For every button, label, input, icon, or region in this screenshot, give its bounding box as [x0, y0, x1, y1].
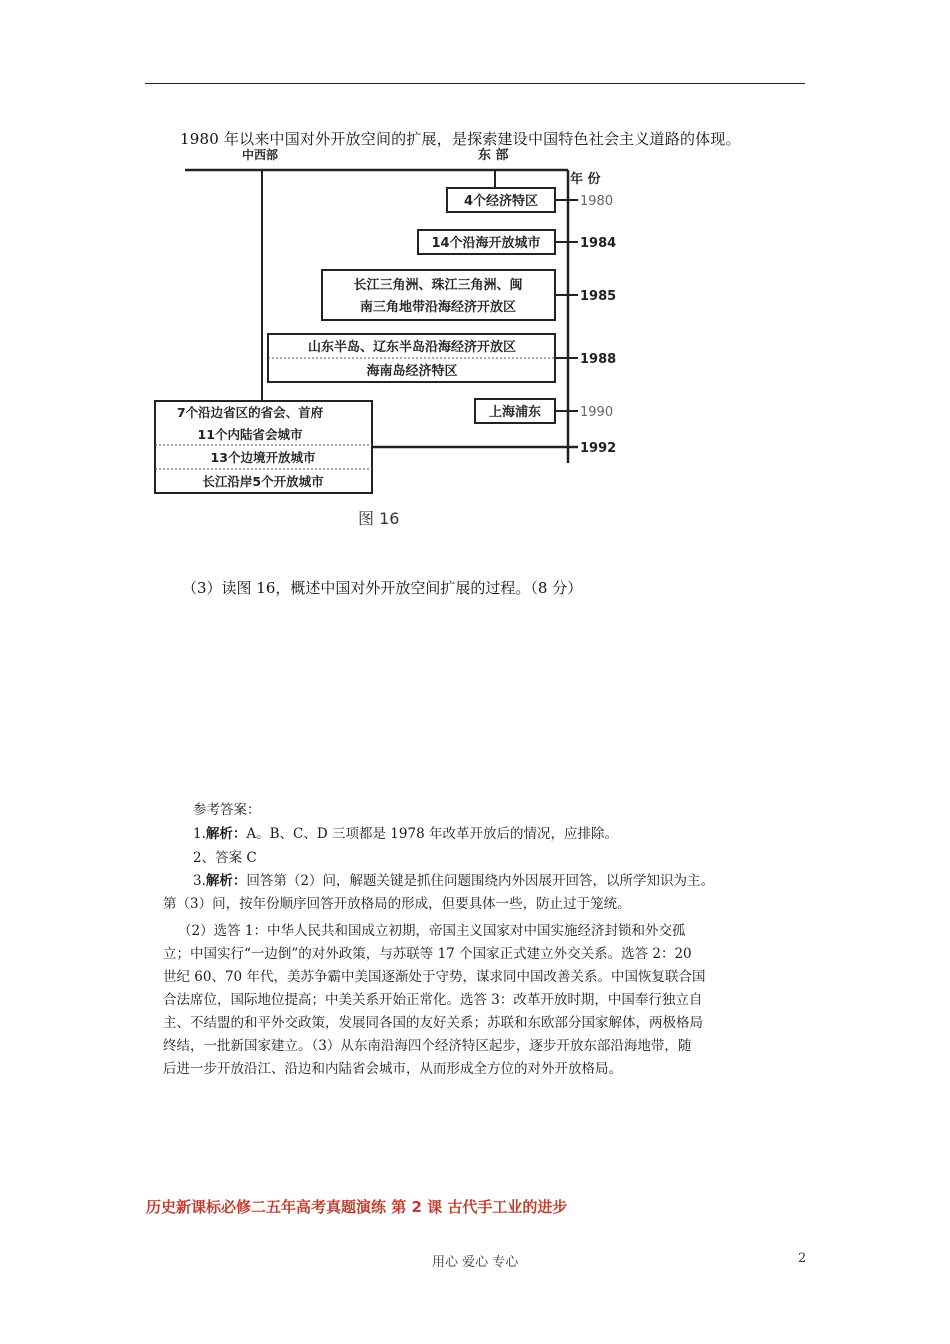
west-line2: 11个内陆省会城市	[197, 427, 303, 442]
box-4-sez-text: 4个经济特区	[463, 194, 539, 209]
box-pudong-text: 上海浦东	[488, 405, 542, 420]
answer-3-label: 解析：	[205, 873, 247, 889]
year-1988: 1988	[580, 352, 617, 367]
answer-1-text: A。B、C、D 三项都是 1978 年改革开放后的情况，应排除。	[246, 826, 618, 842]
year-1985: 1985	[580, 289, 617, 304]
west-line1: 7个沿边省区的省会、首府	[176, 405, 324, 420]
answer-3	[193, 869, 714, 889]
axis-label: 年 份	[570, 172, 601, 187]
box-14-cities-text: 14个沿海开放城市	[431, 236, 541, 251]
year-1980: 1980	[580, 194, 614, 209]
answer-1-num: 1.	[193, 826, 206, 842]
year-1992: 1992	[580, 441, 617, 456]
answer-1-label: 解析：	[205, 826, 247, 842]
west-line3: 13个边境开放城市	[210, 450, 316, 465]
header-east: 东 部	[478, 148, 509, 163]
answer-3-line2: 第（3）问，按年份顺序回答开放格局的形成，但要具体一些，防止过于笼统。	[163, 896, 631, 912]
para2-line4: 合法席位，国际地位提高；中美关系开始正常化。选答 3：改革开放时期，中国奉行独立自	[163, 992, 703, 1008]
para2-line1: （2）选答 1：中华人民共和国成立初期，帝国主义国家对中国实施经济封锁和外交孤	[178, 923, 686, 939]
answer-1	[193, 822, 618, 842]
figure-caption: 图 16	[358, 509, 400, 528]
intro-paragraph: 1980 年以来中国对外开放空间的扩展，是探索建设中国特色社会主义道路的体现。	[180, 130, 741, 148]
para2-line6: 终结，一批新国家建立。（3）从东南沿海四个经济特区起步，逐步开放东部沿海地带，随	[163, 1038, 692, 1054]
answer-3-text: 回答第（2）问，解题关键是抓住问题围绕内外因展开回答，以所学知识为主。	[246, 873, 714, 889]
year-1990: 1990	[580, 405, 614, 420]
box-deltas-line1: 长江三角洲、珠江三角洲、闽	[353, 278, 523, 293]
answer-3-num: 3.	[193, 873, 206, 889]
answer-2: 2、答案 C	[193, 850, 257, 866]
para2-line3: 世纪 60、70 年代，美苏争霸中美国逐渐处于守势，谋求同中国改善关系。中国恢复联合国	[163, 969, 706, 985]
box-peninsulas-line2: 海南岛经济特区	[366, 364, 458, 379]
para2-line2: 立；中国实行“一边倒”的对外政策，与苏联等 17 个国家正式建立外交关系。选答 2：20	[163, 946, 692, 962]
footer-text: 用心 爱心 专心	[432, 1255, 519, 1270]
page-number: 2	[798, 1251, 807, 1266]
opening-up-diagram	[150, 143, 630, 533]
answers-heading: 参考答案：	[193, 802, 261, 818]
question-3: （3）读图 16，概述中国对外开放空间扩展的过程。（8 分）	[182, 579, 583, 597]
header-rule	[145, 83, 805, 84]
box-deltas-line2: 南三角地带沿海经济开放区	[359, 300, 517, 315]
header-west: 中西部	[242, 148, 279, 162]
para2-line5: 主、不结盟的和平外交政策，发展同各国的友好关系；苏联和东欧部分国家解体，两极格局	[163, 1015, 703, 1031]
west-line4: 长江沿岸5个开放城市	[202, 474, 324, 489]
red-section-title: 历史新课标必修二五年高考真题演练 第 2 课 古代手工业的进步	[146, 1198, 568, 1216]
year-1984: 1984	[580, 236, 617, 251]
para2-line7: 后进一步开放沿江、沿边和内陆省会城市，从而形成全方位的对外开放格局。	[163, 1061, 622, 1077]
box-peninsulas-line1: 山东半岛、辽东半岛沿海经济开放区	[307, 340, 517, 355]
